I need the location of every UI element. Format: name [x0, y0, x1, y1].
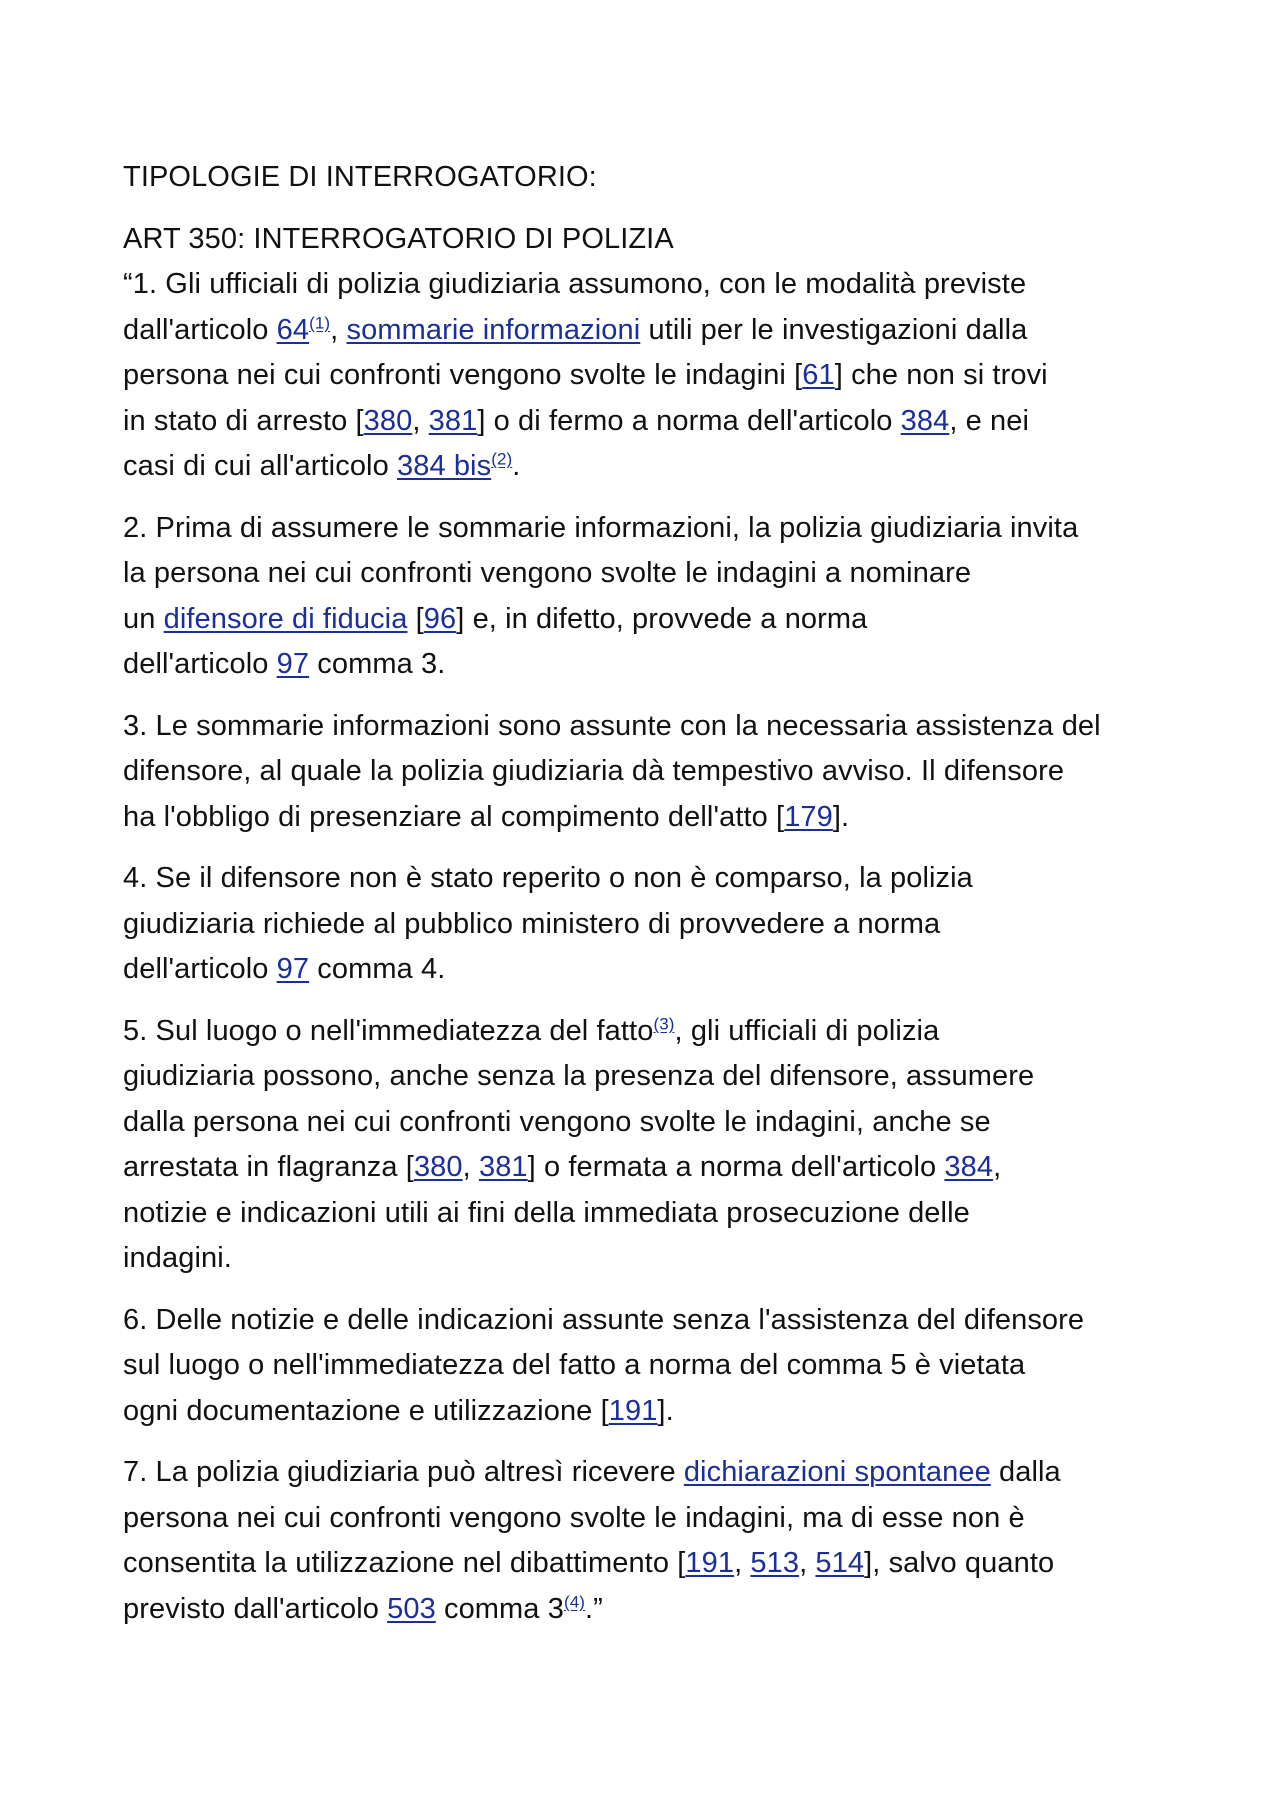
document-body: [123, 155, 1183, 1648]
footnote-3-link[interactable]: (3): [653, 1013, 675, 1033]
text: ] che non si trovi: [834, 359, 1048, 391]
text: comma 4.: [309, 953, 446, 985]
paragraph-3: [123, 704, 1183, 841]
paragraph-line: [123, 1236, 1183, 1282]
text: giudiziaria possono, anche senza la presenza del difensore, assumere: [123, 1060, 1035, 1092]
paragraph-line: [123, 399, 1183, 445]
paragraph-1: [123, 262, 1183, 490]
link-article-514[interactable]: 514: [815, 1547, 865, 1579]
text: ha l'obbligo di presenziare al compimento dell'atto [: [123, 800, 785, 833]
paragraph-7: [123, 1450, 1183, 1632]
article-heading: ART 350: INTERROGATORIO DI POLIZIA: [123, 222, 674, 255]
paragraph-line: [123, 1450, 1183, 1496]
link-article-380[interactable]: 380: [363, 404, 413, 437]
text: .”: [585, 1592, 603, 1625]
text: ].: [832, 800, 850, 833]
link-difensore-di-fiducia[interactable]: difensore di fiducia: [163, 602, 408, 635]
paragraph-line: [123, 795, 1183, 841]
paragraph-line: [123, 1054, 1183, 1100]
footnote-1-link[interactable]: (1): [309, 312, 331, 332]
text: ].: [657, 1394, 674, 1427]
link-article-513[interactable]: 513: [750, 1547, 800, 1579]
paragraph-5: [123, 1009, 1183, 1282]
text: 2. Prima di assumere le sommarie informazioni, la polizia giudiziaria invita: [123, 511, 1079, 544]
text: [: [407, 602, 424, 635]
text: utili per le investigazioni dalla: [640, 313, 1028, 346]
text: un: [123, 602, 164, 635]
paragraph-line: [123, 262, 1183, 308]
text: casi di cui all'articolo: [123, 450, 397, 482]
text: .: [512, 450, 521, 482]
text: ] e, in difetto, provvede a norma: [456, 602, 868, 635]
link-article-381[interactable]: 381: [428, 404, 478, 437]
text: consentita la utilizzazione nel dibattimento [: [123, 1547, 686, 1579]
link-article-384[interactable]: 384: [944, 1151, 994, 1183]
text: “1. Gli ufficiali di polizia giudiziaria assumono, con le modalità previste: [123, 268, 1027, 300]
text: dall'articolo: [123, 313, 277, 346]
paragraph-line: [123, 551, 1183, 597]
paragraph-line: [123, 1100, 1183, 1146]
text: , gli ufficiali di polizia: [674, 1014, 940, 1047]
link-sommarie-informazioni[interactable]: sommarie informazioni: [346, 313, 641, 346]
text: in stato di arresto [: [123, 404, 364, 437]
text: difensore, al quale la polizia giudiziaria dà tempestivo avviso. Il difensore: [123, 755, 1065, 787]
paragraph-line: [123, 1389, 1183, 1435]
text: sul luogo o nell'immediatezza del fatto a norma del comma 5 è vietata: [123, 1349, 1026, 1381]
footnote-2-link[interactable]: (2): [491, 449, 513, 469]
paragraph-2: [123, 506, 1183, 688]
paragraph-line: [123, 597, 1183, 643]
text: 7. La polizia giudiziaria può altresì ricevere: [123, 1456, 684, 1488]
paragraph-line: [123, 1191, 1183, 1237]
text: , e nei: [949, 404, 1030, 437]
link-article-179[interactable]: 179: [784, 800, 833, 833]
link-article-503[interactable]: 503: [387, 1592, 436, 1625]
footnote-4-link[interactable]: (4): [563, 1591, 586, 1611]
paragraph-6: [123, 1298, 1183, 1435]
link-article-191[interactable]: 191: [685, 1547, 735, 1579]
link-article-97[interactable]: 97: [276, 953, 310, 985]
paragraph-line: [123, 353, 1183, 399]
paragraph-line: [123, 902, 1183, 948]
text: ogni documentazione e utilizzazione [: [123, 1394, 609, 1427]
paragraph-4: [123, 856, 1183, 993]
link-article-96[interactable]: 96: [423, 602, 457, 635]
text: ] o di fermo a norma dell'articolo: [477, 404, 901, 437]
paragraph-line: [123, 444, 1183, 490]
paragraph-line: [123, 1343, 1183, 1389]
paragraph-line: [123, 1496, 1183, 1542]
text: comma 3.: [309, 648, 446, 680]
link-article-191[interactable]: 191: [608, 1394, 658, 1427]
text: persona nei cui confronti vengono svolte le indagini [: [123, 359, 803, 391]
document-title: TIPOLOGIE DI INTERROGATORIO:: [123, 161, 597, 193]
paragraph-line: [123, 1587, 1183, 1633]
paragraph-line: [123, 704, 1183, 750]
link-article-97[interactable]: 97: [276, 648, 310, 680]
paragraph-line: [123, 308, 1183, 354]
text: previsto dall'articolo: [123, 1592, 388, 1625]
text: comma 3: [435, 1592, 564, 1625]
text: ,: [462, 1151, 479, 1183]
text: ,: [734, 1547, 751, 1579]
text: ,: [330, 313, 347, 346]
text: ], salvo quanto: [864, 1547, 1055, 1579]
text: notizie e indicazioni utili ai fini della immediata prosecuzione delle: [123, 1196, 970, 1229]
text: dell'articolo: [123, 953, 277, 985]
link-article-61[interactable]: 61: [802, 359, 835, 391]
paragraph-line: [123, 1145, 1183, 1191]
link-article-380[interactable]: 380: [413, 1151, 463, 1183]
text: indagini.: [123, 1242, 232, 1274]
text: dell'articolo: [123, 648, 277, 680]
paragraph-line: [123, 1298, 1183, 1344]
text: persona nei cui confronti vengono svolte le indagini, ma di esse non è: [123, 1501, 1025, 1534]
paragraph-line: [123, 506, 1183, 552]
text: dalla: [990, 1456, 1061, 1488]
paragraph-line: [123, 749, 1183, 795]
link-article-381[interactable]: 381: [478, 1151, 528, 1183]
link-article-64[interactable]: 64: [276, 313, 310, 346]
link-article-384-bis[interactable]: 384 bis: [396, 450, 492, 482]
text: ,: [993, 1151, 1002, 1183]
text: ,: [412, 404, 429, 437]
paragraph-line: [123, 856, 1183, 902]
paragraph-line: [123, 1009, 1183, 1055]
text: la persona nei cui confronti vengono svolte le indagini a nominare: [123, 557, 972, 589]
link-dichiarazioni-spontanee[interactable]: dichiarazioni spontanee: [683, 1456, 991, 1488]
text: 5. Sul luogo o nell'immediatezza del fatto: [123, 1014, 654, 1047]
paragraph-line: [123, 947, 1183, 993]
text: 6. Delle notizie e delle indicazioni assunte senza l'assistenza del difensore: [123, 1303, 1085, 1336]
text: 4. Se il difensore non è stato reperito o non è comparso, la polizia: [123, 862, 973, 894]
text: ,: [799, 1547, 816, 1579]
text: arrestata in flagranza [: [123, 1151, 414, 1183]
text: dalla persona nei cui confronti vengono svolte le indagini, anche se: [123, 1105, 991, 1138]
text: 3. Le sommarie informazioni sono assunte con la necessaria assistenza del: [123, 709, 1101, 742]
link-article-384[interactable]: 384: [900, 404, 950, 437]
paragraph-line: [123, 642, 1183, 688]
text: giudiziaria richiede al pubblico ministero di provvedere a norma: [123, 907, 941, 940]
text: ] o fermata a norma dell'articolo: [527, 1151, 945, 1183]
paragraph-line: [123, 1541, 1183, 1587]
